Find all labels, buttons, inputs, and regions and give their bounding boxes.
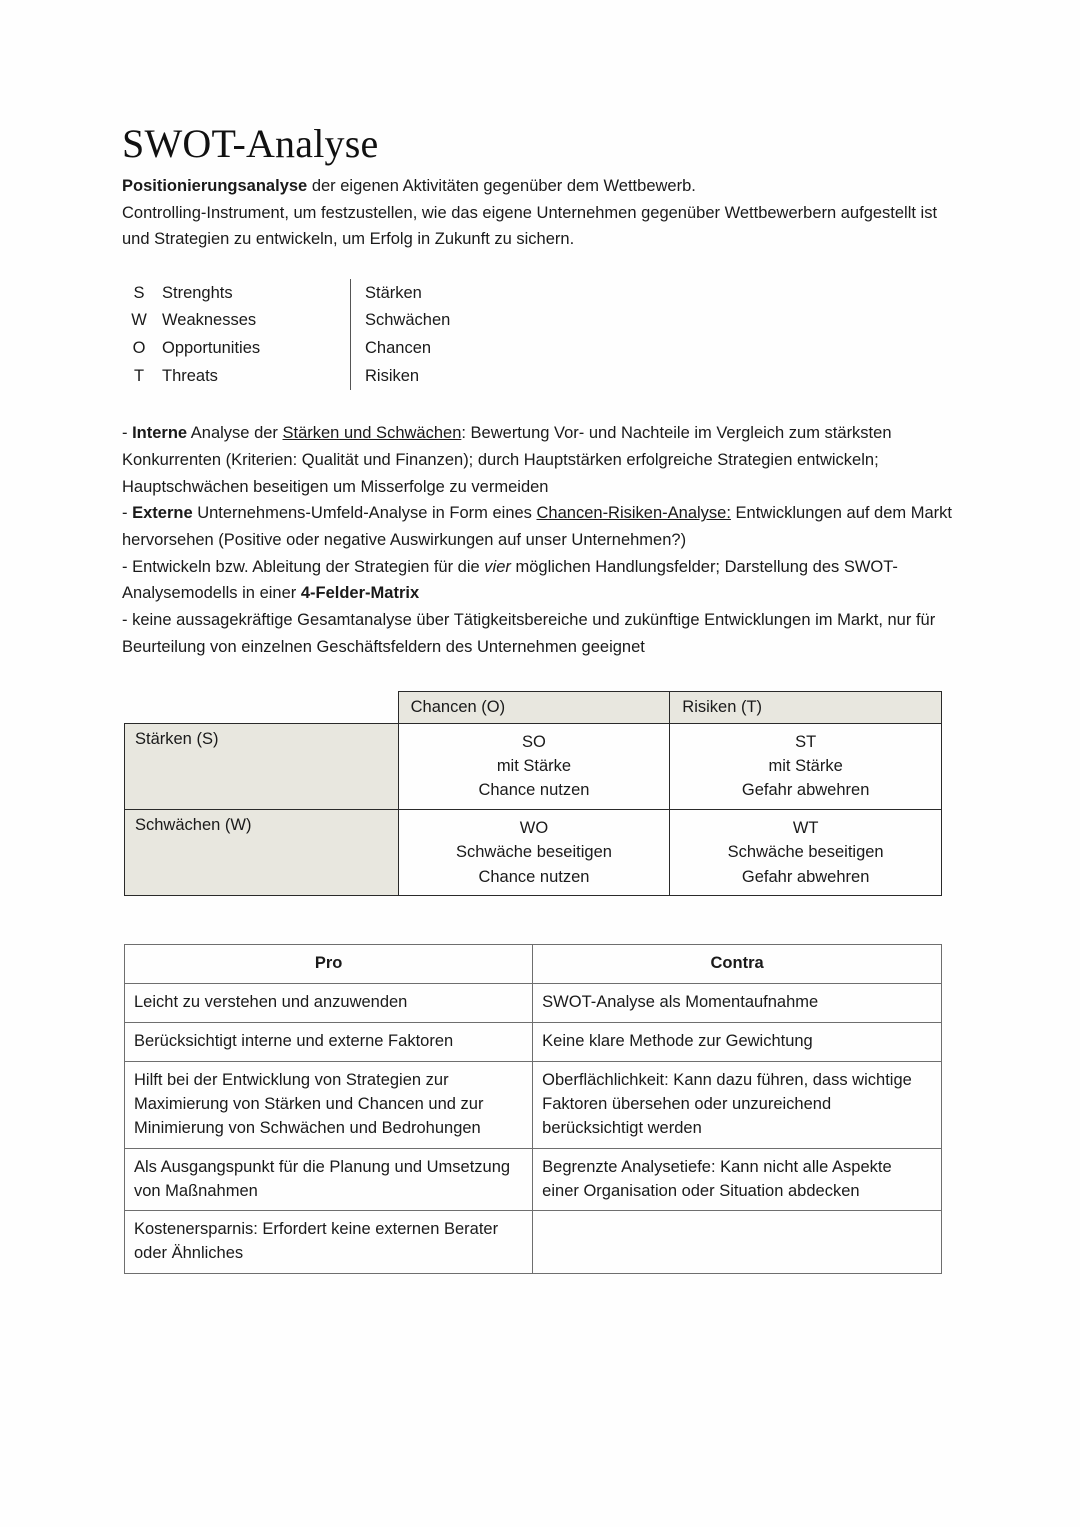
pro-column-header: Pro bbox=[125, 945, 533, 984]
legend-letter: S bbox=[133, 283, 145, 302]
swot-legend-table bbox=[122, 279, 555, 390]
contra-cell: Begrenzte Analysetiefe: Kann nicht alle Aspekte einer Organisation oder Situation abdecken bbox=[533, 1148, 942, 1211]
pro-cell: Als Ausgangspunkt für die Planung und Umsetzung von Maßnahmen bbox=[125, 1148, 533, 1211]
intro-line-2: Controlling-Instrument, um festzustellen, wie das eigene Unternehmen gegenüber Wettbewerbern aufgestellt ist und Strategien zu entwickeln, um Erfolg in Zukunft zu sichern. bbox=[122, 203, 938, 249]
legend-letter: W bbox=[131, 311, 147, 330]
swot-matrix-body bbox=[125, 691, 942, 895]
contra-cell: Keine klare Methode zur Gewichtung bbox=[533, 1022, 942, 1061]
table-row bbox=[125, 809, 942, 895]
pro-cell: Kostenersparnis: Erfordert keine externen Berater oder Ähnliches bbox=[125, 1211, 533, 1274]
table-row bbox=[125, 691, 942, 723]
bullet-interne: - Interne Analyse der Stärken und Schwächen: Bewertung Vor- und Nachteile im Vergleich zum stärksten Konkurrenten (Kriterien: Qualität und Finanzen); durch Hauptstärken erfolgreiche Strategien entwickeln; Hauptschwächen beseitigen um Misserfolge zu vermeiden bbox=[122, 424, 892, 496]
document-content bbox=[122, 120, 952, 1274]
intro-line-1-rest: der eigenen Aktivitäten gegenüber dem Wettbewerb. bbox=[307, 177, 696, 195]
table-row bbox=[125, 1211, 942, 1274]
legend-german: Risiken bbox=[351, 362, 556, 390]
contra-cell: SWOT-Analyse als Momentaufnahme bbox=[533, 983, 942, 1022]
matrix-corner-blank bbox=[125, 691, 399, 723]
table-row bbox=[122, 362, 555, 390]
swot-matrix-table bbox=[124, 691, 942, 896]
matrix-col-header-risiken: Risiken (T) bbox=[670, 691, 942, 723]
legend-german: Chancen bbox=[351, 335, 556, 363]
legend-english: Threats bbox=[162, 366, 218, 385]
table-row bbox=[122, 307, 555, 335]
matrix-cell-code: WO bbox=[519, 818, 549, 837]
bullet-entwickeln: - Entwickeln bzw. Ableitung der Strategien für die vier möglichen Handlungsfelder; Darstellung des SWOT-Analysemodells in einer 4-Felder-Matrix bbox=[122, 557, 898, 603]
bullet-list bbox=[122, 420, 952, 660]
table-row bbox=[125, 983, 942, 1022]
table-row bbox=[122, 279, 555, 307]
table-row bbox=[125, 1022, 942, 1061]
page-title: SWOT-Analyse bbox=[122, 121, 379, 166]
table-row bbox=[122, 335, 555, 363]
intro-block bbox=[122, 173, 952, 253]
matrix-cell-code: WT bbox=[792, 818, 819, 837]
legend-english: Strenghts bbox=[162, 283, 233, 302]
legend-german: Stärken bbox=[351, 279, 556, 307]
matrix-cell-line3: Chance nutzen bbox=[478, 867, 590, 886]
table-row bbox=[125, 723, 942, 809]
legend-letter: O bbox=[132, 339, 146, 358]
bullet-externe: - Externe Unternehmens-Umfeld-Analyse in Form eines Chancen-Risiken-Analyse: Entwicklungen auf dem Markt hervorsehen (Positive oder negative Auswirkungen auf unser Unternehmen?) bbox=[122, 504, 952, 550]
matrix-cell-line2: mit Stärke bbox=[768, 757, 843, 776]
pro-cell: Berücksichtigt interne und externe Faktoren bbox=[125, 1022, 533, 1061]
matrix-cell-code: ST bbox=[795, 732, 817, 751]
matrix-cell-so bbox=[398, 723, 670, 809]
intro-bold-term: Positionierungsanalyse bbox=[122, 177, 308, 195]
matrix-row-header-staerken: Stärken (S) bbox=[125, 723, 399, 809]
legend-german: Schwächen bbox=[351, 307, 556, 335]
legend-letter: T bbox=[133, 366, 145, 385]
pro-cell: Leicht zu verstehen und anzuwenden bbox=[125, 983, 533, 1022]
matrix-cell-line2: mit Stärke bbox=[496, 757, 572, 776]
matrix-cell-wo bbox=[398, 809, 670, 895]
swot-legend-body bbox=[122, 279, 555, 390]
contra-cell bbox=[533, 1211, 942, 1274]
table-row bbox=[125, 1061, 942, 1148]
legend-english: Weaknesses bbox=[162, 311, 257, 330]
matrix-row-header-schwaechen: Schwächen (W) bbox=[125, 809, 399, 895]
matrix-col-header-chancen: Chancen (O) bbox=[398, 691, 670, 723]
pro-contra-table bbox=[124, 944, 942, 1274]
contra-column-header: Contra bbox=[533, 945, 942, 984]
matrix-cell-line3: Gefahr abwehren bbox=[741, 867, 870, 886]
contra-cell: Oberflächlichkeit: Kann dazu führen, dass wichtige Faktoren übersehen oder unzureichend berücksichtigt werden bbox=[533, 1061, 942, 1148]
matrix-cell-line3: Chance nutzen bbox=[478, 781, 590, 800]
matrix-cell-wt bbox=[670, 809, 942, 895]
table-row bbox=[125, 945, 942, 984]
matrix-cell-line2: Schwäche beseitigen bbox=[455, 843, 612, 862]
legend-english: Opportunities bbox=[162, 339, 261, 358]
pro-contra-head bbox=[125, 945, 942, 984]
intro-line-1 bbox=[122, 173, 952, 200]
pro-cell: Hilft bei der Entwicklung von Strategien zur Maximierung von Stärken und Chancen und zur Minimierung von Schwächen und Bedrohungen bbox=[125, 1061, 533, 1148]
table-row bbox=[125, 1148, 942, 1211]
bullet-keine-gesamtanalyse: - keine aussagekräftige Gesamtanalyse über Tätigkeitsbereiche und zukünftige Entwicklungen im Markt, nur für Beurteilung von einzelnen Geschäftsfeldern des Unternehmen geeignet bbox=[122, 611, 936, 656]
matrix-cell-st bbox=[670, 723, 942, 809]
matrix-cell-code: SO bbox=[522, 732, 546, 751]
pro-contra-body bbox=[125, 983, 942, 1273]
matrix-cell-line2: Schwäche beseitigen bbox=[727, 843, 884, 862]
matrix-cell-line3: Gefahr abwehren bbox=[741, 781, 870, 800]
